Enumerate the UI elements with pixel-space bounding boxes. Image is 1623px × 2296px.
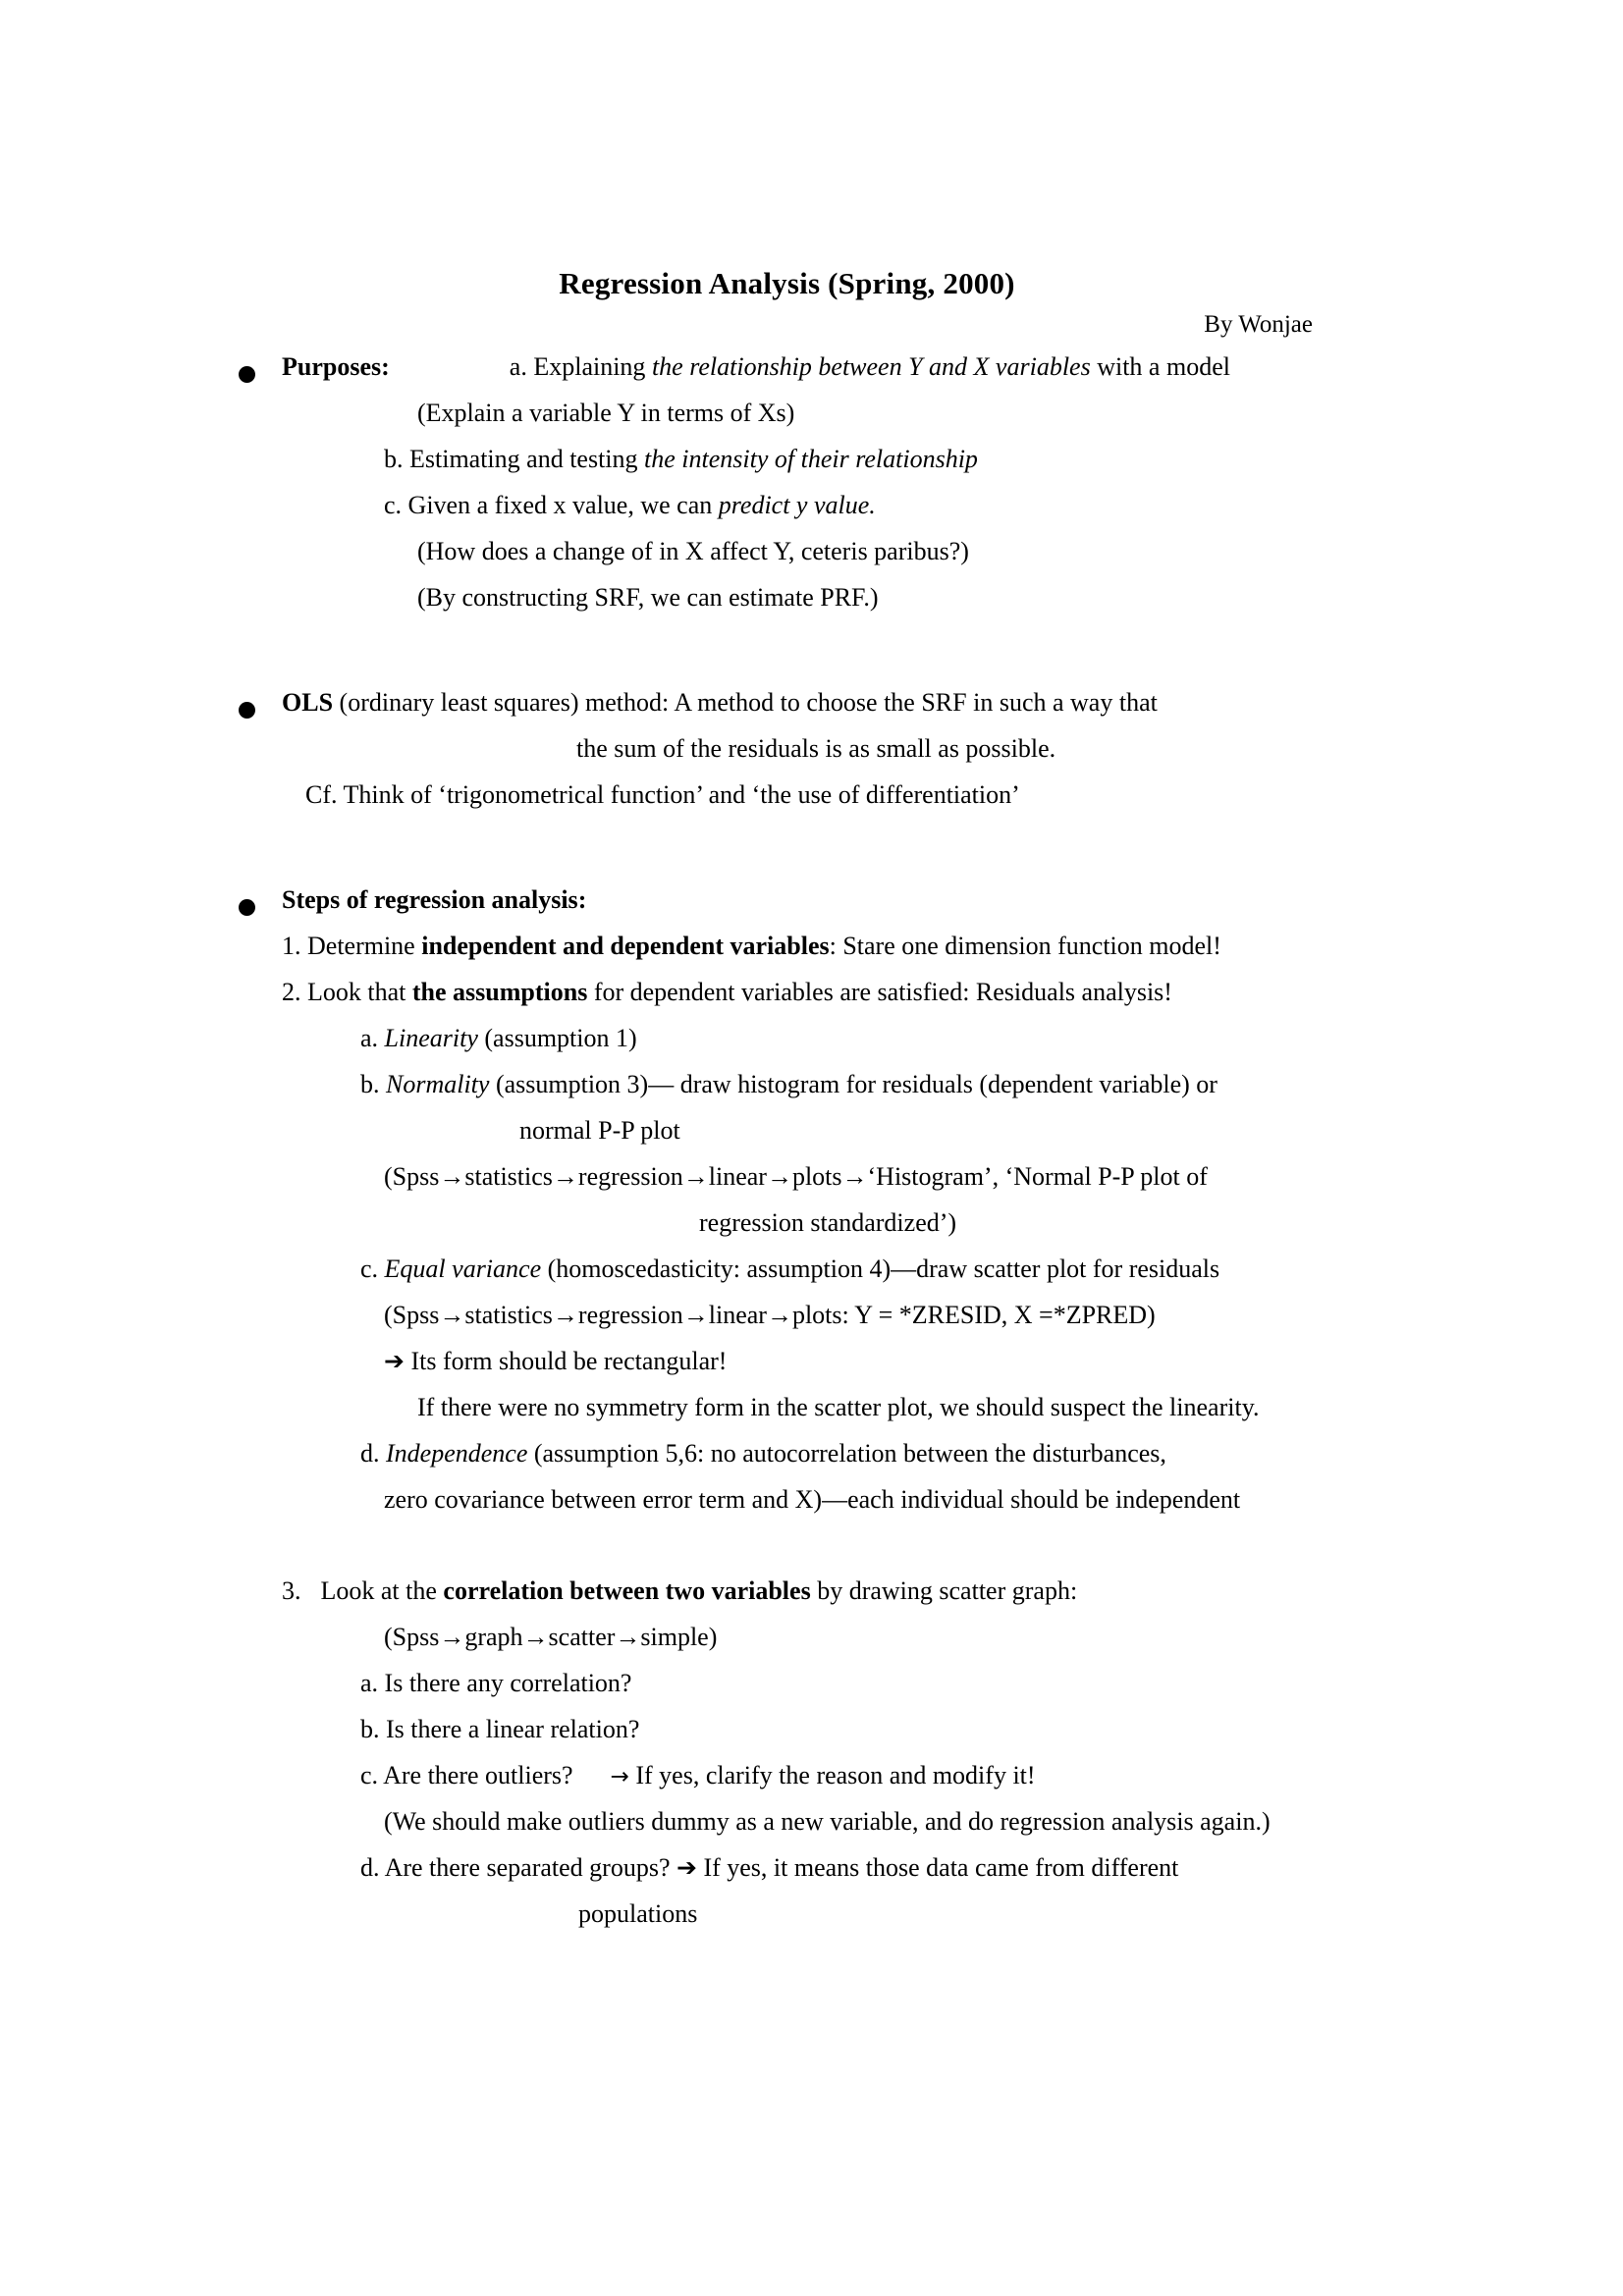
purposes-heading-colon: : [381, 352, 390, 382]
purposes-c-note2: (By constructing SRF, we can estimate PRF.) [417, 583, 879, 613]
step2-b-spss: (Spss→statistics→regression→linear→plots→‘Histogram’, ‘Normal P-P plot of [384, 1162, 1208, 1192]
step2-c-arrow-text: Its form should be rectangular! [404, 1347, 728, 1376]
arrow-right-icon: → [610, 1764, 629, 1790]
step3-d-cont: populations [578, 1899, 698, 1929]
purposes-b-label: b. Estimating and testing [384, 445, 645, 474]
ols-cf-line: Cf. Think of ‘trigonometrical function’ and ‘the use of differentiation’ [305, 780, 1020, 810]
step2-item-b [282, 1072, 1321, 1118]
step2-c-note: If there were no symmetry form in the scatter plot, we should suspect the linearity. [417, 1393, 1260, 1422]
step2-d-cont: zero covariance between error term and X)—each individual should be independent [384, 1485, 1241, 1515]
step3-bold: correlation between two variables [443, 1576, 811, 1606]
step2-item-a [282, 1026, 1321, 1072]
purposes-line-c [282, 493, 1321, 539]
step2-b-cont: normal P-P plot [519, 1116, 680, 1146]
step3-post: by drawing scatter graph: [810, 1576, 1078, 1606]
step2-b-spss-cont: regression standardized’) [699, 1208, 957, 1238]
step3-c-post: If yes, clarify the reason and modify it! [628, 1761, 1036, 1790]
step3-spss: (Spss→graph→scatter→simple) [384, 1623, 718, 1652]
purposes-a-tail: with a model [1090, 352, 1230, 382]
step3-item-c [282, 1763, 1321, 1809]
step1-bold: independent and dependent variables [421, 932, 830, 961]
purposes-c-label: c. Given a fixed x value, we can [384, 491, 719, 520]
purposes-line-b [282, 447, 1321, 493]
purposes-c-italic: predict y value. [718, 491, 876, 520]
step2-a-tail: (assumption 1) [477, 1024, 637, 1053]
step2-a-italic: Linearity [384, 1024, 478, 1053]
steps-heading-colon: : [577, 885, 587, 915]
step3-c-pre: c. Are there outliers? [360, 1761, 573, 1790]
step2-c-num: c. [360, 1255, 385, 1284]
ols-heading: OLS [282, 688, 334, 718]
step2-c-arrow-line [282, 1349, 1321, 1395]
ols-line1-tail: (ordinary least squares) method: A method to choose the SRF in such a way that [333, 688, 1158, 718]
step2-b-italic: Normality [386, 1070, 490, 1099]
purposes-c-note1: (How does a change of in X affect Y, ceteris paribus?) [417, 537, 969, 566]
step2-a-num: a. [360, 1024, 385, 1053]
page-title: Regression Analysis (Spring, 2000) [559, 266, 1015, 300]
step3-c-note: (We should make outliers dummy as a new variable, and do regression analysis again.) [384, 1807, 1271, 1837]
step2-b-num: b. [360, 1070, 386, 1099]
step3-d-post: If yes, it means those data came from different [696, 1853, 1179, 1883]
bullet-icon [239, 899, 255, 916]
ols-line-1 [282, 690, 1321, 736]
step2-c-italic: Equal variance [384, 1255, 542, 1284]
step-1 [282, 934, 1321, 980]
document-content [236, 265, 1321, 1948]
step1-post: : Stare one dimension function model! [829, 932, 1221, 961]
step2-pre: 2. Look that [282, 978, 412, 1007]
step2-post: for dependent variables are satisfied: Residuals analysis! [587, 978, 1172, 1007]
step3-item-a: a. Is there any correlation? [360, 1669, 632, 1698]
step-2 [282, 980, 1321, 1026]
step2-c-spss: (Spss→statistics→regression→linear→plots: Y = *ZRESID, X =*ZPRED) [384, 1301, 1156, 1330]
step3-item-d [282, 1855, 1321, 1901]
bullet-icon [239, 702, 255, 719]
ols-line-2: the sum of the residuals is as small as possible. [576, 734, 1056, 764]
step3-item-b: b. Is there a linear relation? [360, 1715, 640, 1744]
bullet-icon [239, 366, 255, 383]
purposes-a-label: a. Explaining [509, 352, 652, 382]
step2-d-italic: Independence [386, 1439, 528, 1468]
arrow-right-icon: ➔ [384, 1347, 405, 1376]
step3-num: 3. [282, 1576, 301, 1606]
step1-pre: 1. Determine [282, 932, 422, 961]
step3-pre: Look at the [320, 1576, 444, 1606]
steps-heading: Steps of regression analysis [282, 885, 578, 915]
step2-item-d [282, 1441, 1321, 1487]
step3-d-pre: d. Are there separated groups? [360, 1853, 676, 1883]
purposes-line-a [282, 354, 1321, 400]
spacer [282, 1533, 1321, 1578]
purposes-a-italic: the relationship between Y and X variables [651, 352, 1091, 382]
purposes-a-note: (Explain a variable Y in terms of Xs) [417, 399, 795, 428]
steps-heading-line [282, 887, 1321, 934]
section-steps [236, 887, 1321, 1948]
arrow-right-icon: ➔ [676, 1853, 697, 1883]
step2-d-tail: (assumption 5,6: no autocorrelation between the disturbances, [527, 1439, 1166, 1468]
spacer [236, 631, 1321, 690]
byline: By Wonjae [1204, 310, 1313, 338]
spacer [236, 828, 1321, 887]
step-3 [282, 1578, 1321, 1625]
step2-item-c [282, 1256, 1321, 1303]
purposes-heading: Purposes [282, 352, 382, 382]
purposes-b-italic: the intensity of their relationship [644, 445, 978, 474]
section-ols [236, 690, 1321, 828]
section-purposes [236, 354, 1321, 631]
step2-d-num: d. [360, 1439, 386, 1468]
step2-b-tail: (assumption 3)— draw histogram for residuals (dependent variable) or [489, 1070, 1217, 1099]
step2-c-tail: (homoscedasticity: assumption 4)—draw scatter plot for residuals [541, 1255, 1220, 1284]
step2-bold: the assumptions [411, 978, 588, 1007]
